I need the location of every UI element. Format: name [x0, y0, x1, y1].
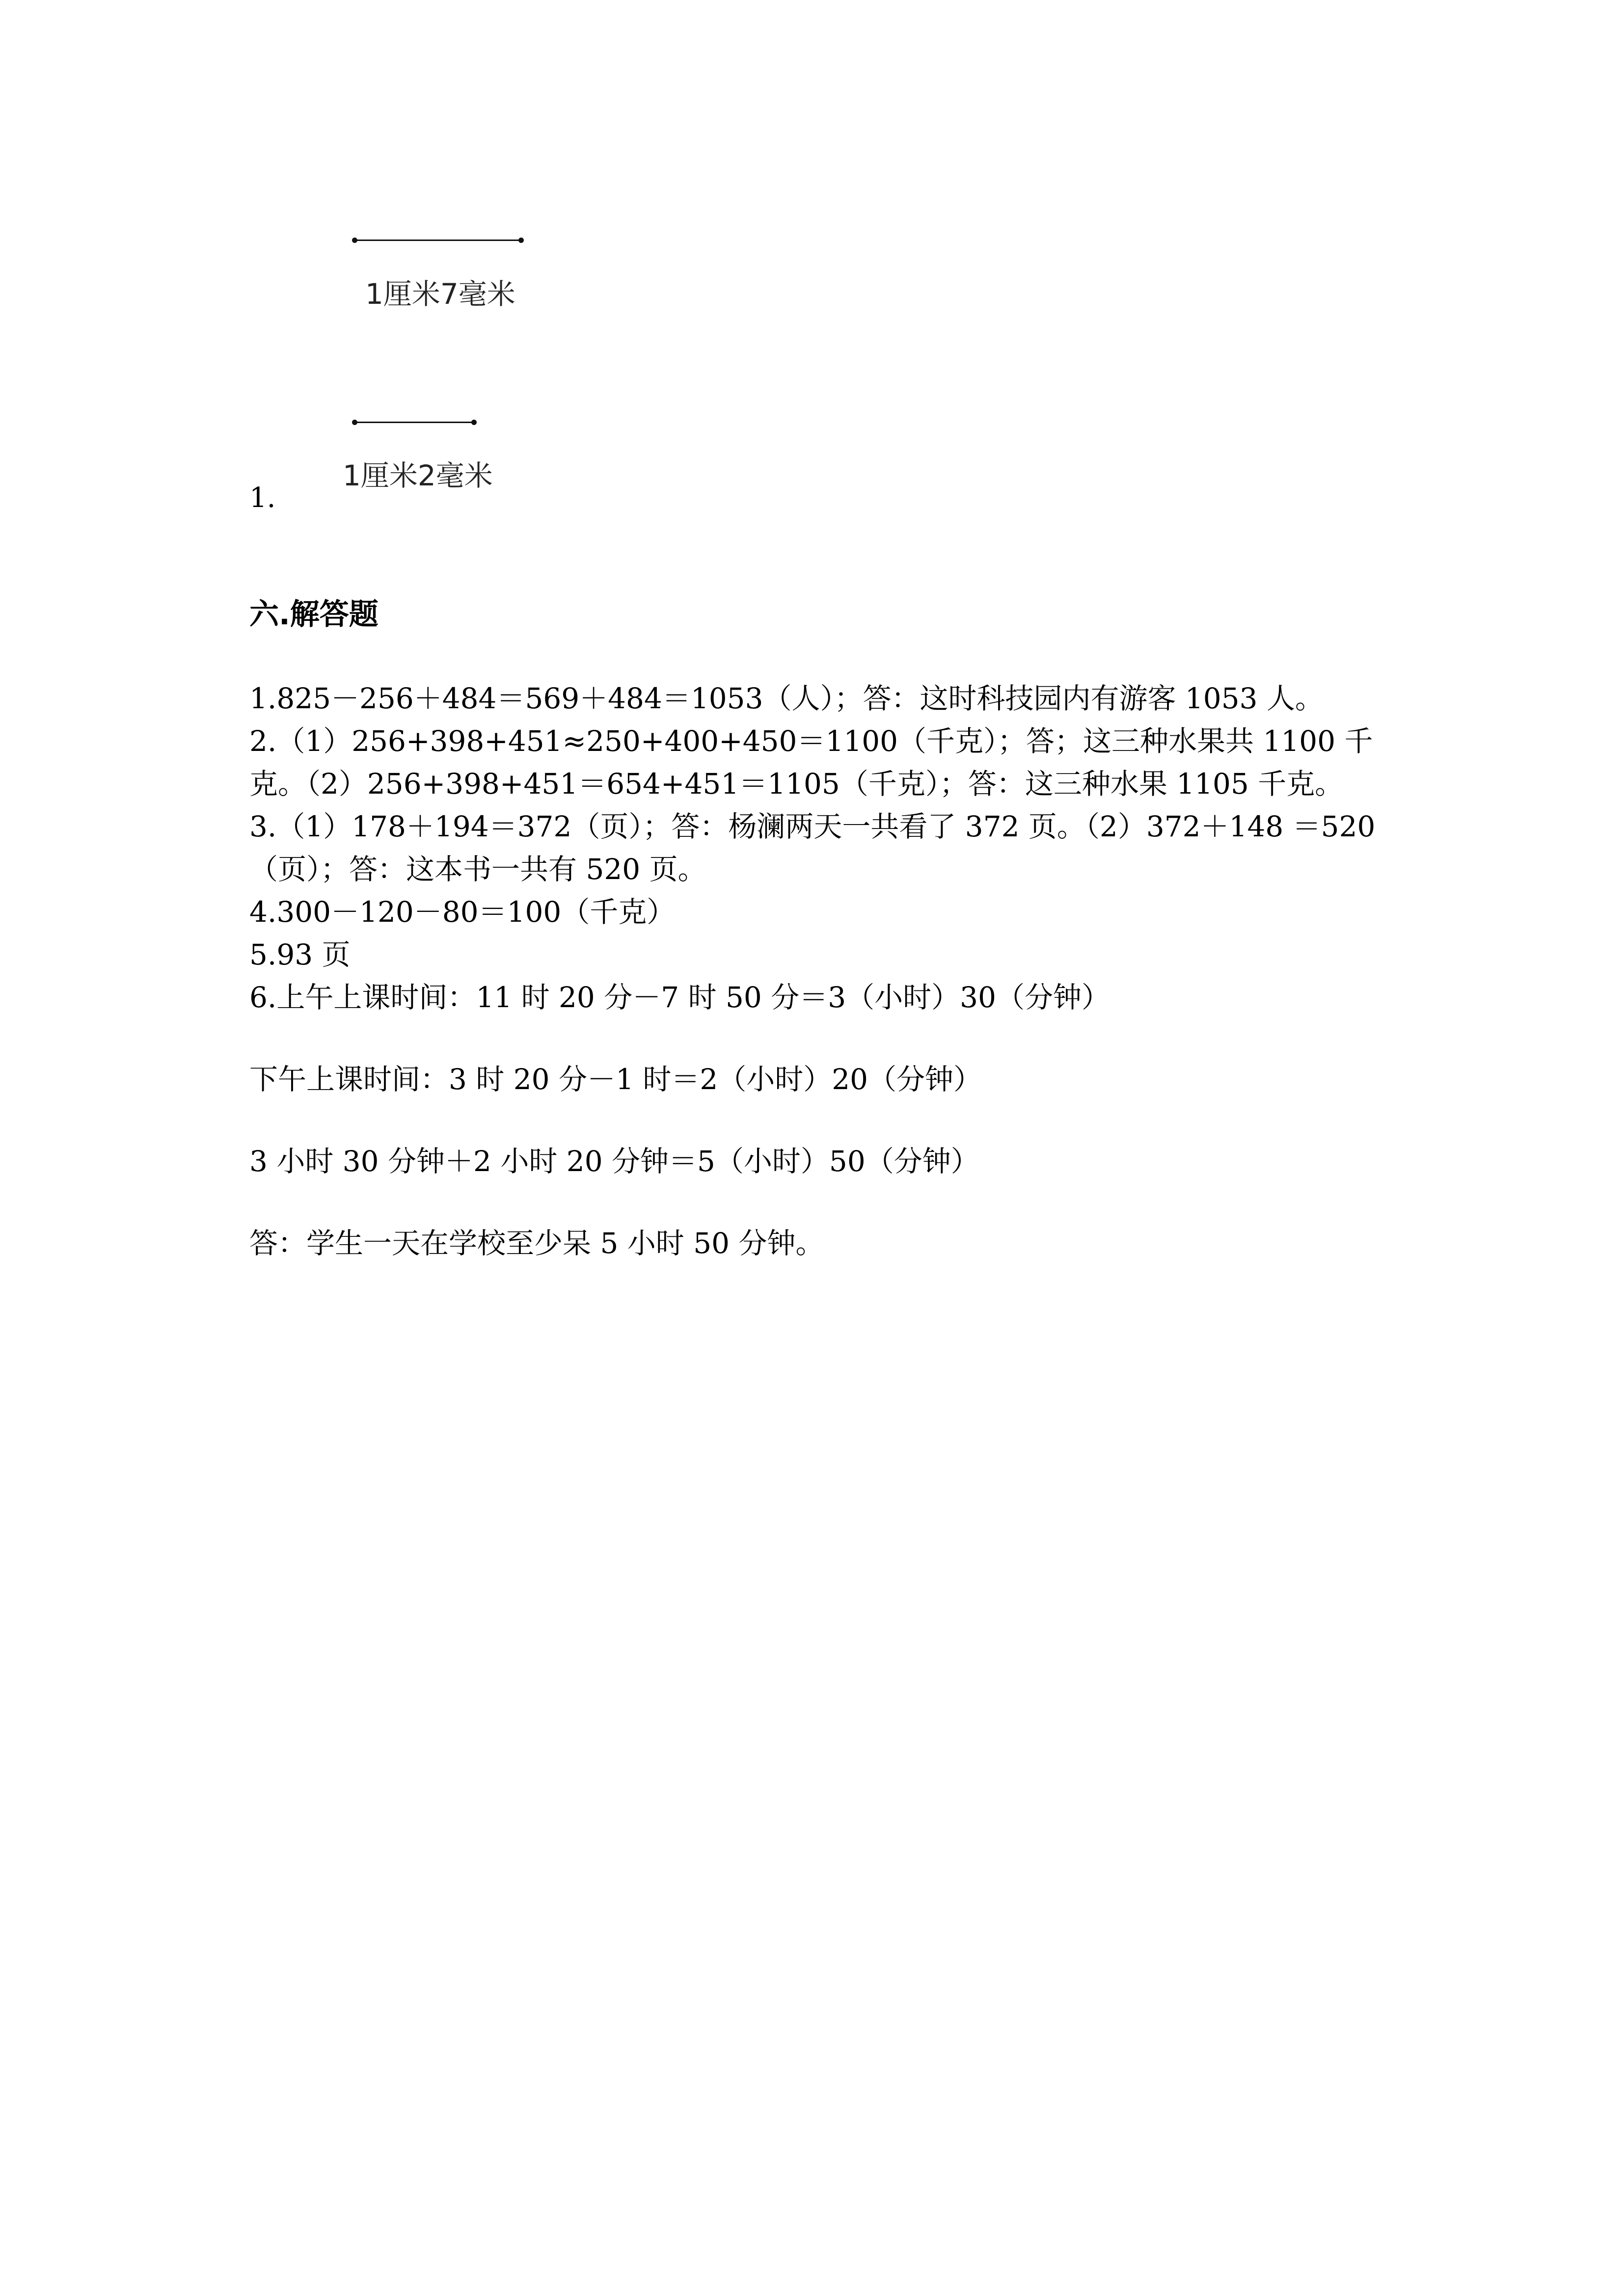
segment-2-label: 1厘米2毫米 — [343, 459, 493, 492]
line-segment-2 — [354, 420, 474, 425]
answer-item: 3 小时 30 分钟＋2 小时 20 分钟＝5（小时）50（分钟） — [249, 1145, 979, 1178]
answer-list — [249, 677, 1398, 1265]
segment-line — [354, 422, 474, 423]
line-segment-1 — [354, 238, 521, 242]
answer-item: 4.300－120－80＝100（千克） — [249, 895, 676, 929]
segment-endpoint — [471, 420, 477, 425]
answer-item: 下午上课时间：3 时 20 分－1 时＝2（小时）20（分钟） — [249, 1063, 982, 1096]
question-number: 1. — [249, 482, 276, 514]
segment-endpoint — [352, 238, 357, 243]
segment-line — [354, 240, 521, 241]
segment-endpoint — [352, 420, 357, 425]
section-title: 六.解答题 — [249, 597, 379, 632]
segment-1-label: 1厘米7毫米 — [365, 277, 515, 311]
segment-endpoint — [518, 238, 524, 243]
answer-item: 3.（1）178＋194＝372（页）；答：杨澜两天一共看了 372 页。（2）372＋148 ＝520（页）；答：这本书一共有 520 页。 — [249, 810, 1376, 886]
answer-item: 答：学生一天在学校至少呆 5 小时 50 分钟。 — [249, 1227, 824, 1260]
answer-item: 6.上午上课时间：11 时 20 分－7 时 50 分＝3（小时）30（分钟） — [249, 981, 1110, 1014]
answer-item: 5.93 页 — [249, 938, 351, 971]
answer-item: 1.825－256＋484＝569＋484＝1053（人）；答：这时科技园内有游客 1053 人。 — [249, 682, 1324, 715]
answer-item: 2.（1）256+398+451≈250+400+450＝1100（千克）；答；这三种水果共 1100 千克。（2）256+398+451＝654+451＝1105（千克）；答：这三种水果 1105 千克。 — [249, 724, 1373, 801]
